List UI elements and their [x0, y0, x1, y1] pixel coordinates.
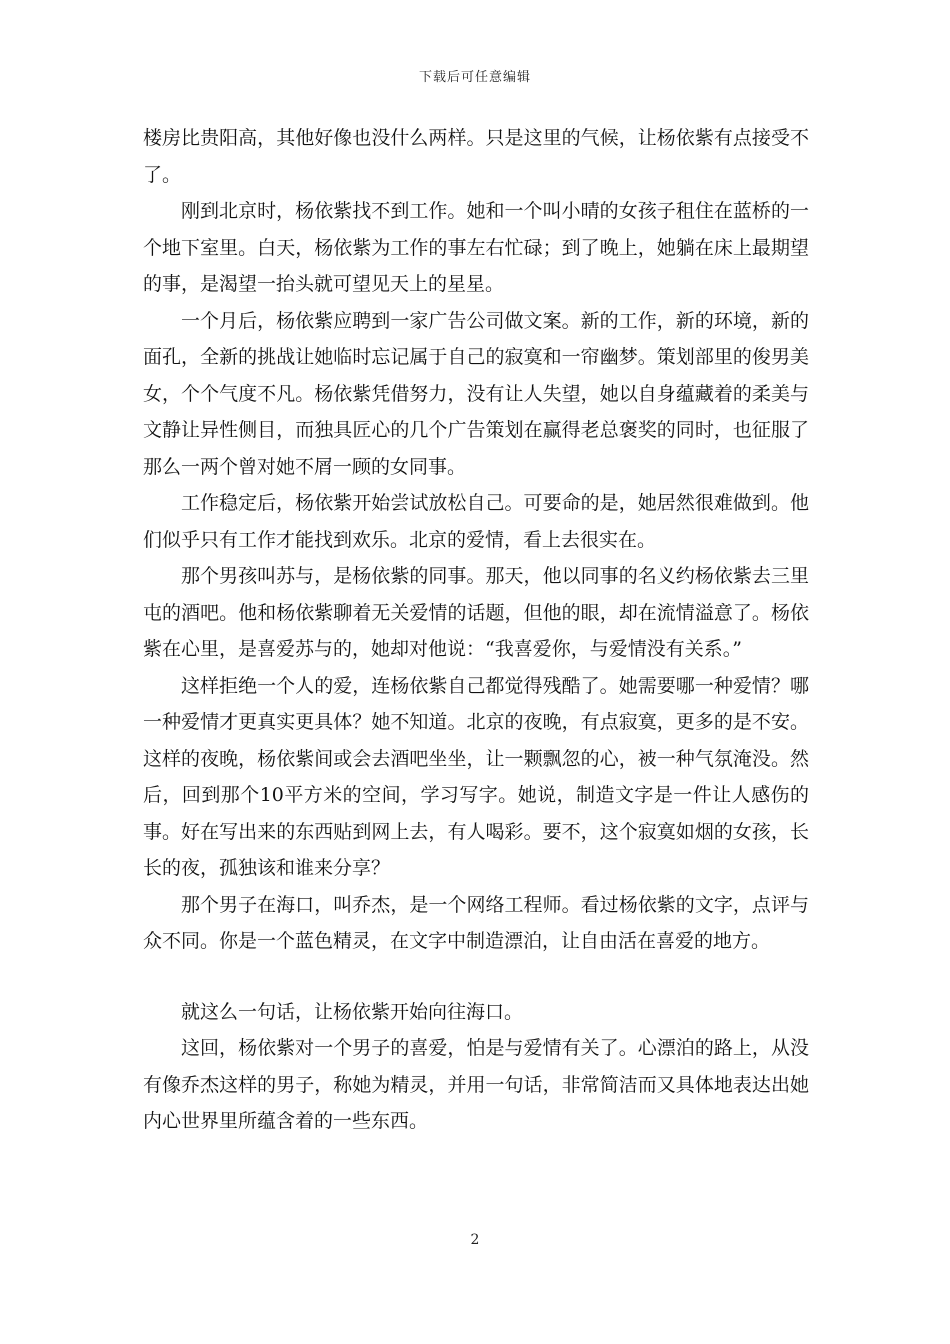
- paragraph: 那个男孩叫苏与，是杨依紫的同事。那天，他以同事的名义约杨依紫去三里屯的酒吧。他和杨依紫聊着无关爱情的话题，但他的眼，却在流情溢意了。杨依紫在心里，是喜爱苏与的，她却对他说：“我喜爱你，与爱情没有关系。”: [143, 565, 809, 660]
- paragraph: 工作稳定后，杨依紫开始尝试放松自己。可要命的是，她居然很难做到。他们似乎只有工作才能找到欢乐。北京的爱情，看上去很实在。: [143, 492, 809, 551]
- paragraph: 这样拒绝一个人的爱，连杨依紫自己都觉得残酷了。她需要哪一种爱情？哪一种爱情才更真实更具体？她不知道。北京的夜晚，有点寂寞，更多的是不安。这样的夜晚，杨依紫间或会去酒吧坐坐，让一颗飘忽的心，被一种气氛淹没。然后，回到那个10平方米的空间，学习写字。她说，制造文字是一件让人感伤的事。好在写出来的东西贴到网上去，有人喝彩。要不，这个寂寞如烟的女孩，长长的夜，孤独该和谁来分享？: [143, 674, 809, 879]
- paragraph: 那个男子在海口，叫乔杰，是一个网络工程师。看过杨依紫的文字，点评与众不同。你是一个蓝色精灵，在文字中制造漂泊，让自由活在喜爱的地方。: [143, 893, 809, 952]
- document-body: [143, 120, 809, 1140]
- paragraph-continued: 楼房比贵阳高，其他好像也没什么两样。只是这里的气候，让杨依紫有点接受不了。: [143, 127, 809, 186]
- page-number: 2: [470, 1232, 480, 1248]
- paragraph: 这回，杨依紫对一个男子的喜爱，怕是与爱情有关了。心漂泊的路上，从没有像乔杰这样的男子，称她为精灵，并用一句话，非常简洁而又具体地表达出她内心世界里所蕴含着的一些东西。: [143, 1037, 809, 1132]
- paragraph: 就这么一句话，让杨依紫开始向往海口。: [181, 1000, 524, 1023]
- paragraph: 一个月后，杨依紫应聘到一家广告公司做文案。新的工作，新的环境，新的面孔，全新的挑战让她临时忘记属于自己的寂寞和一帘幽梦。策划部里的俊男美女，个个气度不凡。杨依紫凭借努力，没有让人失望，她以自身蕴藏着的柔美与文静让异性侧目，而独具匠心的几个广告策划在赢得老总褒奖的同时，也征服了那么一两个曾对她不屑一顾的女同事。: [143, 309, 809, 478]
- paragraph: 刚到北京时，杨依紫找不到工作。她和一个叫小晴的女孩子租住在蓝桥的一个地下室里。白天，杨依紫为工作的事左右忙碌；到了晚上，她躺在床上最期望的事，是渴望一抬头就可望见天上的星星。: [143, 200, 809, 295]
- page-header: 下载后可任意编辑: [418, 70, 531, 85]
